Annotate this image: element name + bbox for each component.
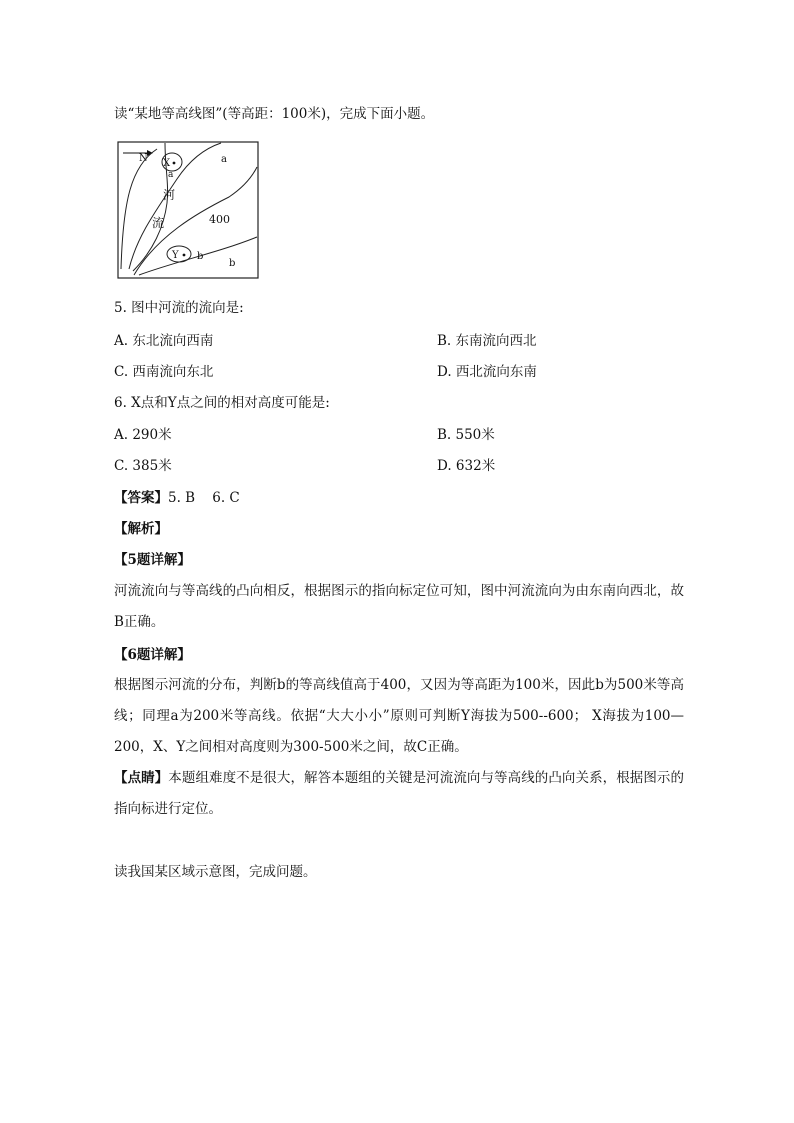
north-label: N xyxy=(139,153,148,164)
q5-detail-label: 【5题详解】 xyxy=(114,552,191,568)
label-400: 400 xyxy=(209,213,230,226)
label-he: 河 xyxy=(163,188,176,202)
q5-stem: 5. 图中河流的流向是: xyxy=(114,300,244,316)
dianjing-para xyxy=(114,763,684,825)
q6-option-c: C. 385米 xyxy=(114,458,172,474)
label-a-point: a xyxy=(168,170,174,180)
q5-option-a: A. 东北流向西南 xyxy=(114,333,214,349)
contour-map xyxy=(117,141,259,279)
point-x-label: X xyxy=(163,158,171,169)
label-a-upper: a xyxy=(221,154,227,165)
q5-option-d: D. 西北流向东南 xyxy=(437,364,537,380)
q5-option-c: C. 西南流向东北 xyxy=(114,364,214,380)
q5-option-b: B. 东南流向西北 xyxy=(437,333,537,349)
answer-text: 5. B 6. C xyxy=(168,490,240,506)
north-arrow-icon xyxy=(123,150,153,156)
point-y-dot xyxy=(183,254,186,257)
label-b-point: b xyxy=(197,251,204,262)
dianjing-label: 【点睛】 xyxy=(114,770,169,786)
q6-detail-label: 【6题详解】 xyxy=(114,647,191,663)
answer-line xyxy=(114,488,240,508)
dianjing-text: 本题组难度不是很大，解答本题组的关键是河流流向与等高线的凸向关系，根据图示的指向标进行定位。 xyxy=(114,770,685,817)
answer-label: 【答案】 xyxy=(114,490,168,506)
question-intro: 读“某地等高线图”(等高距：100米)，完成下面小题。 xyxy=(114,106,435,122)
q6-option-a: A. 290米 xyxy=(114,427,172,443)
analysis-label: 【解析】 xyxy=(114,521,168,537)
q6-option-b: B. 550米 xyxy=(437,427,495,443)
point-x-dot xyxy=(173,162,176,165)
q6-stem: 6. X点和Y点之间的相对高度可能是: xyxy=(114,395,330,411)
point-y-label: Y xyxy=(172,250,179,261)
q6-detail-text: 根据图示河流的分布，判断b的等高线值高于400，又因为等高距为100米，因此b为500米等高线；同理a为200米等高线。依据“大大小小”原则可判断Y海拔为500--600； X海拔为100—200，X、Y之间相对高度则为300-500米之间，故C正确。 xyxy=(114,677,684,755)
q5-detail-text: 河流流向与等高线的凸向相反，根据图示的指向标定位可知，图中河流流向为由东南向西北，故B正确。 xyxy=(114,583,684,630)
label-liu: 流 xyxy=(152,216,165,230)
point-y-circle xyxy=(167,246,191,262)
next-question-intro: 读我国某区域示意图，完成问题。 xyxy=(114,864,317,880)
q6-option-d: D. 632米 xyxy=(437,458,496,474)
label-b-lower: b xyxy=(229,258,236,269)
